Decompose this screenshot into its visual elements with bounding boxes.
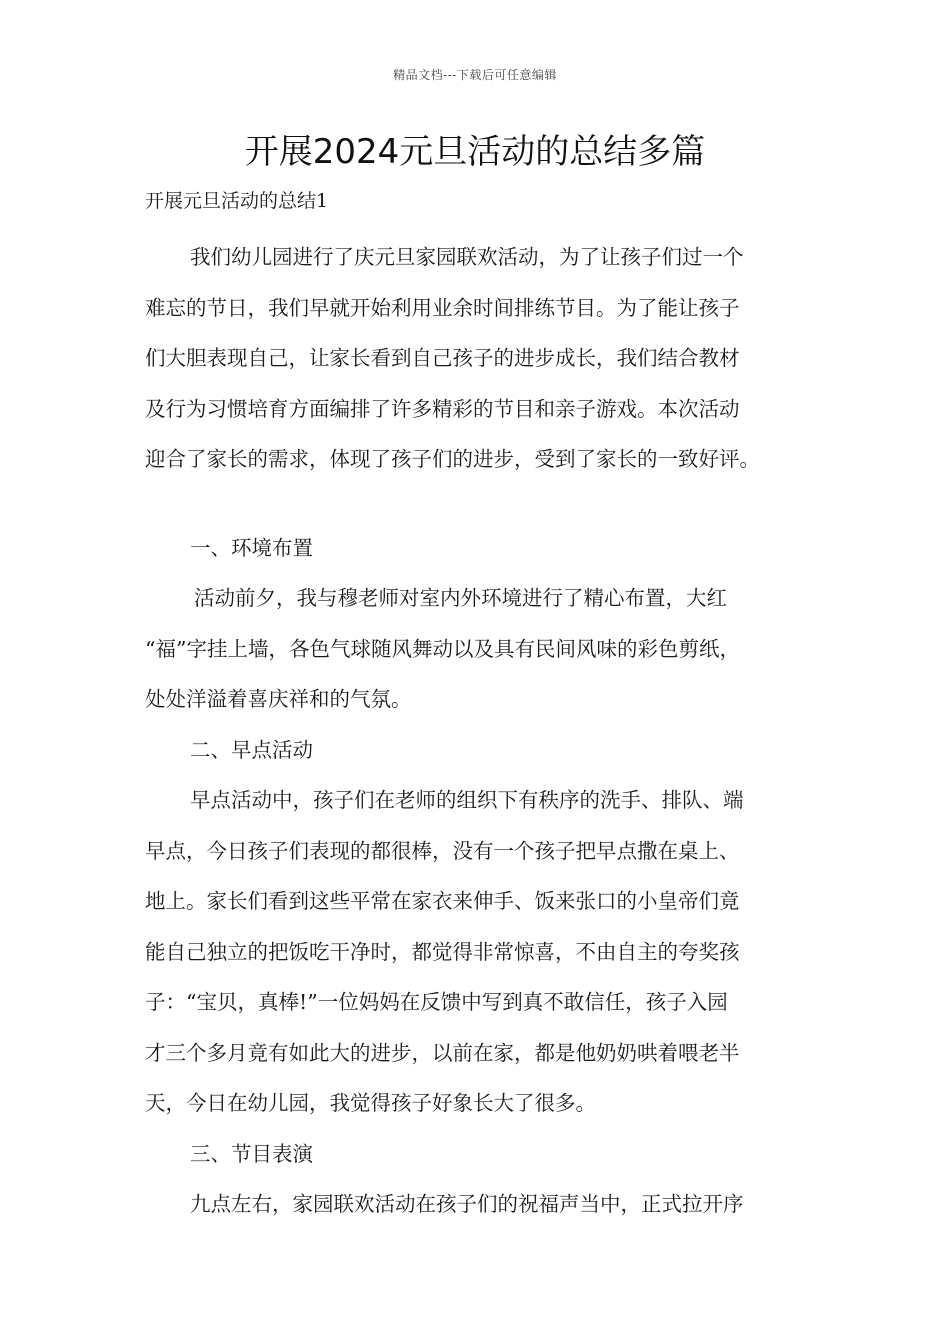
- subtitle: 开展元旦活动的总结1: [145, 190, 329, 212]
- paragraph-line: 才三个多月竟有如此大的进步，以前在家，都是他奶奶哄着喂老半: [145, 1040, 740, 1065]
- paragraph-line: 处处洋溢着喜庆祥和的气氛。: [145, 687, 412, 711]
- paragraph-line: 及行为习惯培育方面编排了许多精彩的节目和亲子游戏。本次活动: [145, 396, 740, 421]
- paragraph-line: 早点活动中，孩子们在老师的组织下有秩序的洗手、排队、端: [190, 788, 744, 812]
- paragraph-line: 早点，今日孩子们表现的都很棒，没有一个孩子把早点撒在桌上、: [145, 838, 740, 863]
- paragraph-line: 活动前夕，我与穆老师对室内外环境进行了精心布置，大红: [194, 586, 727, 610]
- paragraph-line: 九点左右，家园联欢活动在孩子们的祝福声当中，正式拉开序: [190, 1192, 744, 1216]
- paragraph-line: 天，今日在幼儿园，我觉得孩子好象长大了很多。: [145, 1091, 596, 1115]
- document-body: [145, 184, 825, 1230]
- paragraph-line: 能自己独立的把饭吃干净时，都觉得非常惊喜，不由自主的夸奖孩: [145, 939, 740, 964]
- paragraph-line: 迎合了家长的需求，体现了孩子们的进步，受到了家长的一致好评。: [145, 447, 760, 471]
- section-heading: 二、早点活动: [190, 737, 313, 762]
- section-heading: 一、环境布置: [190, 535, 313, 560]
- header-note: 精品文档---下载后可任意编辑: [393, 68, 557, 82]
- paragraph-line: 我们幼儿园进行了庆元旦家园联欢活动，为了让孩子们过一个: [190, 245, 744, 269]
- paragraph-line: 们大胆表现自己，让家长看到自己孩子的进步成长，我们结合教材: [145, 346, 740, 370]
- paragraph-line: 子：“宝贝，真棒!”一位妈妈在反馈中写到真不敢信任，孩子入园: [145, 990, 728, 1014]
- section-heading: 三、节目表演: [190, 1141, 313, 1166]
- document-title: 开展2024元旦活动的总结多篇: [244, 132, 706, 172]
- paragraph-line: “福”字挂上墙，各色气球随风舞动以及具有民间风味的彩色剪纸，: [145, 636, 740, 661]
- paragraph-line: 地上。家长们看到这些平常在家衣来伸手、饭来张口的小皇帝们竟: [145, 889, 740, 913]
- paragraph-line: 难忘的节日，我们早就开始利用业余时间排练节目。为了能让孩子: [145, 295, 740, 320]
